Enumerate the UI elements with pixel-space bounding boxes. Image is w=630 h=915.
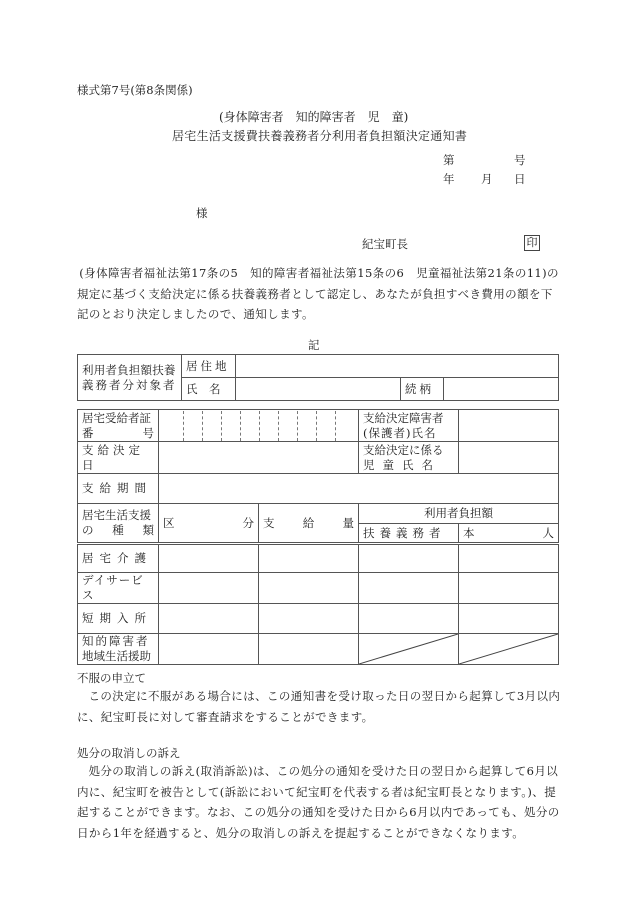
obligor-header: 扶養義務者 [359,524,459,544]
service-label: 居宅介護 [78,544,159,573]
cert-digit-cell[interactable] [260,411,279,441]
amount-header-c: 量 [342,515,354,530]
type-header-c: 類 [142,523,154,537]
self-cell-not-applicable [459,634,559,665]
cert-label-a: 番 [82,425,94,440]
type-header-b: 種 [112,523,124,537]
cert-digit-cell[interactable] [317,411,336,441]
residence-label: 居住地 [182,355,236,378]
child-name-field[interactable] [459,442,559,474]
name-label: 氏 名 [182,378,236,401]
document-title: 居宅生活支援費扶養義務者分利用者負担額決定通知書 [172,129,468,143]
cert-number-label-line1: 居宅受給者証 [82,410,151,425]
intro-paragraph: (身体障害者福祉法第17条の5 知的障害者福祉法第15条の6 児童福祉法第21条の11)の規定に基づく支給決定に係る扶養義務者として認定し、あなたが負担すべき費用の額を下記のとおり決定しましたので、通知します。 [77,266,559,321]
self-header-a: 本 [463,525,475,540]
amount-header-b: 給 [302,515,315,530]
amount-cell[interactable] [259,634,359,665]
cert-digit-cell[interactable] [298,411,317,441]
guardian-label-line1: 支給決定障害者 [363,410,444,425]
obligor-cell[interactable] [359,544,459,573]
amount-cell[interactable] [259,573,359,604]
cert-number-label [78,410,159,442]
cert-digit-cell[interactable] [241,411,260,441]
table-row [78,573,559,604]
seal-icon: 印 [524,235,540,251]
guardian-field[interactable] [459,410,559,442]
document-subtitle: (身体障害者 知的障害者 児 童) [219,110,409,124]
table-row [78,634,559,665]
category-cell[interactable] [159,544,259,573]
child-name-label-line1: 支給決定に係る [363,442,444,457]
objection-body: この決定に不服がある場合には、この通知書を受け取った日の翌日から起算して3月以内に、紀宝町長に対して審査請求をすることができます。 [77,689,561,724]
diagonal-strike [459,634,558,664]
type-header-a: の [82,523,94,537]
relation-label: 続柄 [401,378,444,401]
obligor-cell-not-applicable [359,634,459,665]
service-label-line1: 知的障害者 [82,634,150,648]
cert-number-field[interactable] [159,410,359,442]
self-header [459,524,559,544]
diagonal-strike [359,634,458,664]
child-name-label-line2: 児童氏名 [363,457,442,472]
period-label: 支給期間 [78,474,159,504]
service-type-header-line2 [82,523,154,538]
cert-label-b: 号 [142,425,154,440]
self-cell[interactable] [459,604,559,634]
obligor-cell[interactable] [359,604,459,634]
number-suffix: 号 [514,153,526,167]
date-month: 月 [481,172,493,186]
guardian-label-line2: (保護者)氏名 [363,425,437,440]
category-header-a: 区 [163,515,175,530]
cert-digit-cell[interactable] [222,411,241,441]
cert-number-label-line2 [82,426,154,441]
service-label [78,634,159,665]
service-type-header [78,504,159,544]
objection-heading: 不服の申立て [77,671,146,685]
category-header [159,504,259,544]
cert-digit-cell[interactable] [165,411,184,441]
amount-header-a: 支 [263,515,275,530]
service-label: 短期入所 [78,604,159,634]
revocation-heading: 処分の取消しの訴え [77,746,181,760]
self-header-b: 人 [542,525,555,540]
obligor-cell[interactable] [359,573,459,604]
decision-date-label: 支給決定日 [78,442,159,474]
service-label-line2: 地域生活援助 [82,649,151,663]
issuer-name: 紀宝町長 [362,237,408,251]
form-number: 様式第7号(第8条関係) [77,83,193,97]
table-row [78,544,559,573]
cert-digit-cell[interactable] [203,411,222,441]
obligor-group-label-line2: 義務者分対象者 [82,377,177,392]
category-header-b: 分 [242,515,254,530]
child-name-label [359,442,459,474]
service-type-header-line1: 居宅生活支援 [82,508,151,522]
table-row [78,604,559,634]
category-cell[interactable] [159,634,259,665]
cert-digit-cell[interactable] [279,411,298,441]
self-cell[interactable] [459,544,559,573]
cert-digit-cell[interactable] [184,411,203,441]
revocation-body: 処分の取消しの訴え(取消訴訟)は、この処分の通知を受けた日の翌日から起算して6月以内に、紀宝町を被告として(訴訟において紀宝町を代表する者は紀宝町長となります。)、提起することができます。なお、この処分の通知を受けた日から6月以内であっても、処分の日から1年を経過すると、処分の取消しの訴えを提起することができなくなります。 [77,764,560,840]
amount-cell[interactable] [259,544,359,573]
obligor-group-label-line1: 利用者負担額扶養 [82,362,176,377]
residence-field[interactable] [236,355,559,378]
relation-field[interactable] [444,378,559,401]
self-cell[interactable] [459,573,559,604]
burden-header: 利用者負担額 [359,504,559,524]
amount-header [259,504,359,544]
addressee-suffix: 様 [196,206,208,220]
benefit-table [77,409,559,665]
obligor-group-label [78,355,182,401]
category-cell[interactable] [159,573,259,604]
service-label: デイサービス [78,573,159,604]
date-year: 年 [443,172,455,186]
amount-cell[interactable] [259,604,359,634]
decision-date-field[interactable] [159,442,359,474]
category-cell[interactable] [159,604,259,634]
cert-digit-cell[interactable] [336,411,358,441]
date-day: 日 [514,172,526,186]
guardian-label [359,410,459,442]
ki-label: 記 [308,338,320,352]
obligor-table [77,354,559,401]
period-field[interactable] [159,474,559,504]
number-prefix: 第 [443,153,455,167]
name-field[interactable] [236,378,401,401]
